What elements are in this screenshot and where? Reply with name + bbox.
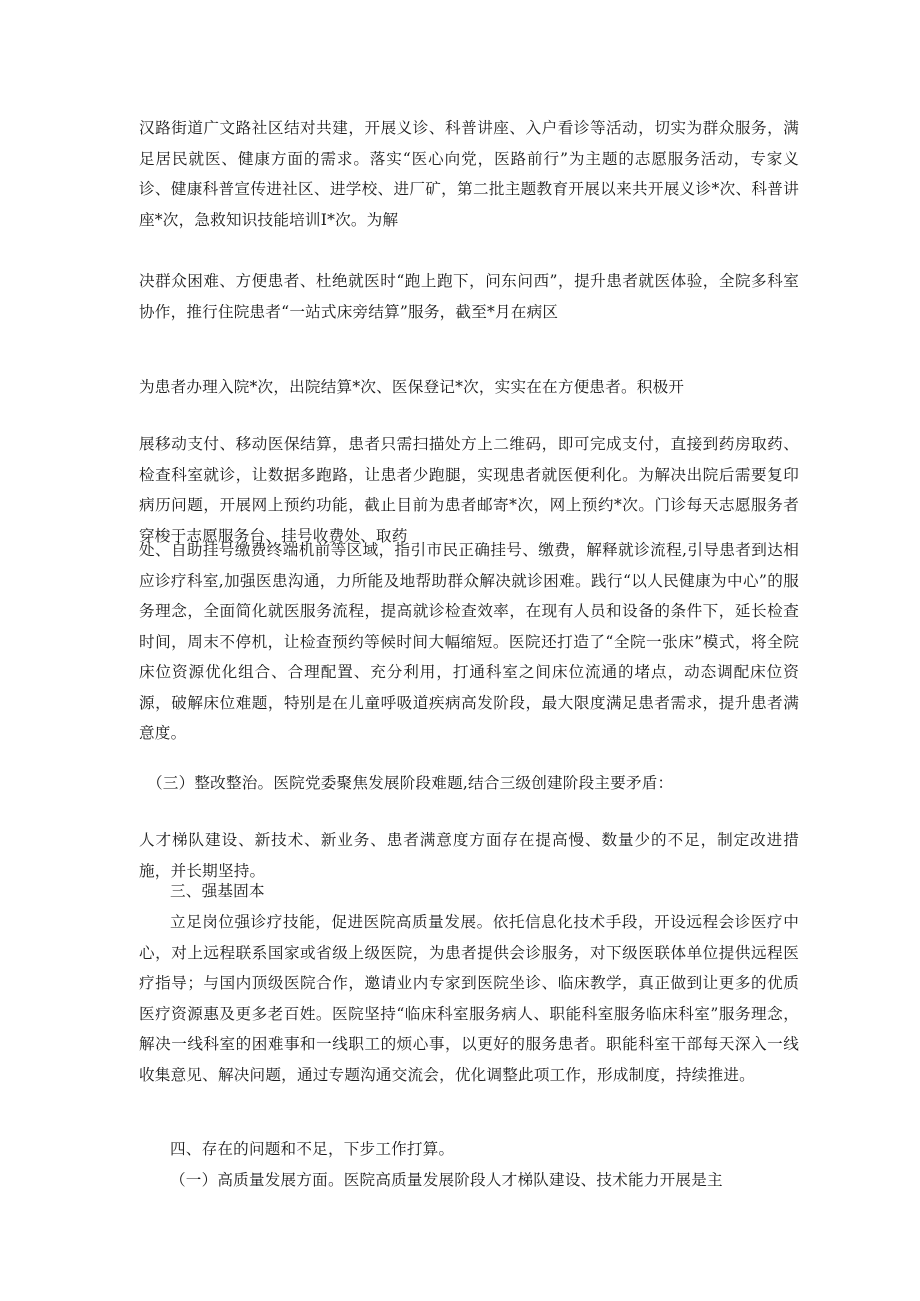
section-heading-3: 三、强基固本 bbox=[170, 882, 265, 900]
subsection-paragraph-1: （一）高质量发展方面。医院高质量发展阶段人才梯队建设、技术能力开展是主 bbox=[170, 1171, 723, 1189]
body-paragraph-2: 决群众困难、方便患者、杜绝就医时“跑上跑下，问东问西”，提升患者就医体验，全院多科室协作，推行住院患者“一站式床旁结算”服务，截至*月在病区 bbox=[139, 272, 799, 321]
section-rectification-paragraph: （三）整改整治。医院党委聚焦发展阶段难题,结合三级创建阶段主要矛盾： bbox=[147, 774, 674, 792]
body-paragraph-4: 展移动支付、移动医保结算，患者只需扫描处方上二维码，即可完成支付，直接到药房取药、检查科室就诊，让数据多跑路，让患者少跑腿，实现患者就医便利化。为解决出院后需要复印病历问题，开展网上预约功能，截止目前为患者邮寄*次，网上预约*次。门诊每天志愿服务者穿梭于志愿服务台、挂号收费处、取药 bbox=[139, 435, 799, 545]
section-heading-4: 四、存在的问题和不足，下步工作打算。 bbox=[170, 1140, 455, 1158]
body-paragraph-9: 立足岗位强诊疗技能，促进医院高质量发展。依托信息化技术手段，开设远程会诊医疗中心，对上远程联系国家或省级上级医院，为患者提供会诊服务，对下级医联体单位提供远程医疗指导；与国内顶级医院合作，邀请业内专家到医院坐诊、临床教学，真正做到让更多的优质医疗资源惠及更多老百姓。医院坚持“临床科室服务病人、职能科室服务临床科室”服务理念，解决一线科室的困难事和一线职工的烦心事，以更好的服务患者。职能科室干部每天深入一线收集意见、解决问题，通过专题沟通交流会，优化调整此项工作，形成制度，持续推进。 bbox=[139, 913, 799, 1084]
body-paragraph-7: 人才梯队建设、新技术、新业务、患者满意度方面存在提高慢、数量少的不足，制定改进措施，并长期坚持。 bbox=[139, 831, 799, 880]
body-paragraph-1: 汉路街道广文路社区结对共建，开展义诊、科普讲座、入户看诊等活动，切实为群众服务，满足居民就医、健康方面的需求。落实“医心向党，医路前行”为主题的志愿服务活动，专家义诊、健康科普宣传进社区、进学校、进厂矿，第二批主题教育开展以来共开展义诊*次、科普讲座*次，急救知识技能培训I*次。为解 bbox=[139, 119, 799, 229]
body-paragraph-3: 为患者办理入院*次，出院结算*次、医保登记*次，实实在在方便患者。积极开 bbox=[139, 378, 685, 396]
body-paragraph-5: 处、自助挂号缴费终端机前等区域，指引市民正确挂号、缴费，解释就诊流程,引导患者到达相应诊疗科室,加强医患沟通，力所能及地帮助群众解决就诊困难。践行“以人民健康为中心”的服务理念，全面简化就医服务流程，提高就诊检查效率，在现有人员和设备的条件下，延长检查时间，周末不停机，让检查预约等候时间大幅缩短。医院还打造了“全院一张床”模式，将全院床位资源优化组合、合理配置、充分利用，打通科室之间床位流通的堵点，动态调配床位资源，破解床位难题，特别是在儿童呼吸道疾病高发阶段，最大限度满足患者需求，提升患者满意度。 bbox=[139, 541, 799, 742]
